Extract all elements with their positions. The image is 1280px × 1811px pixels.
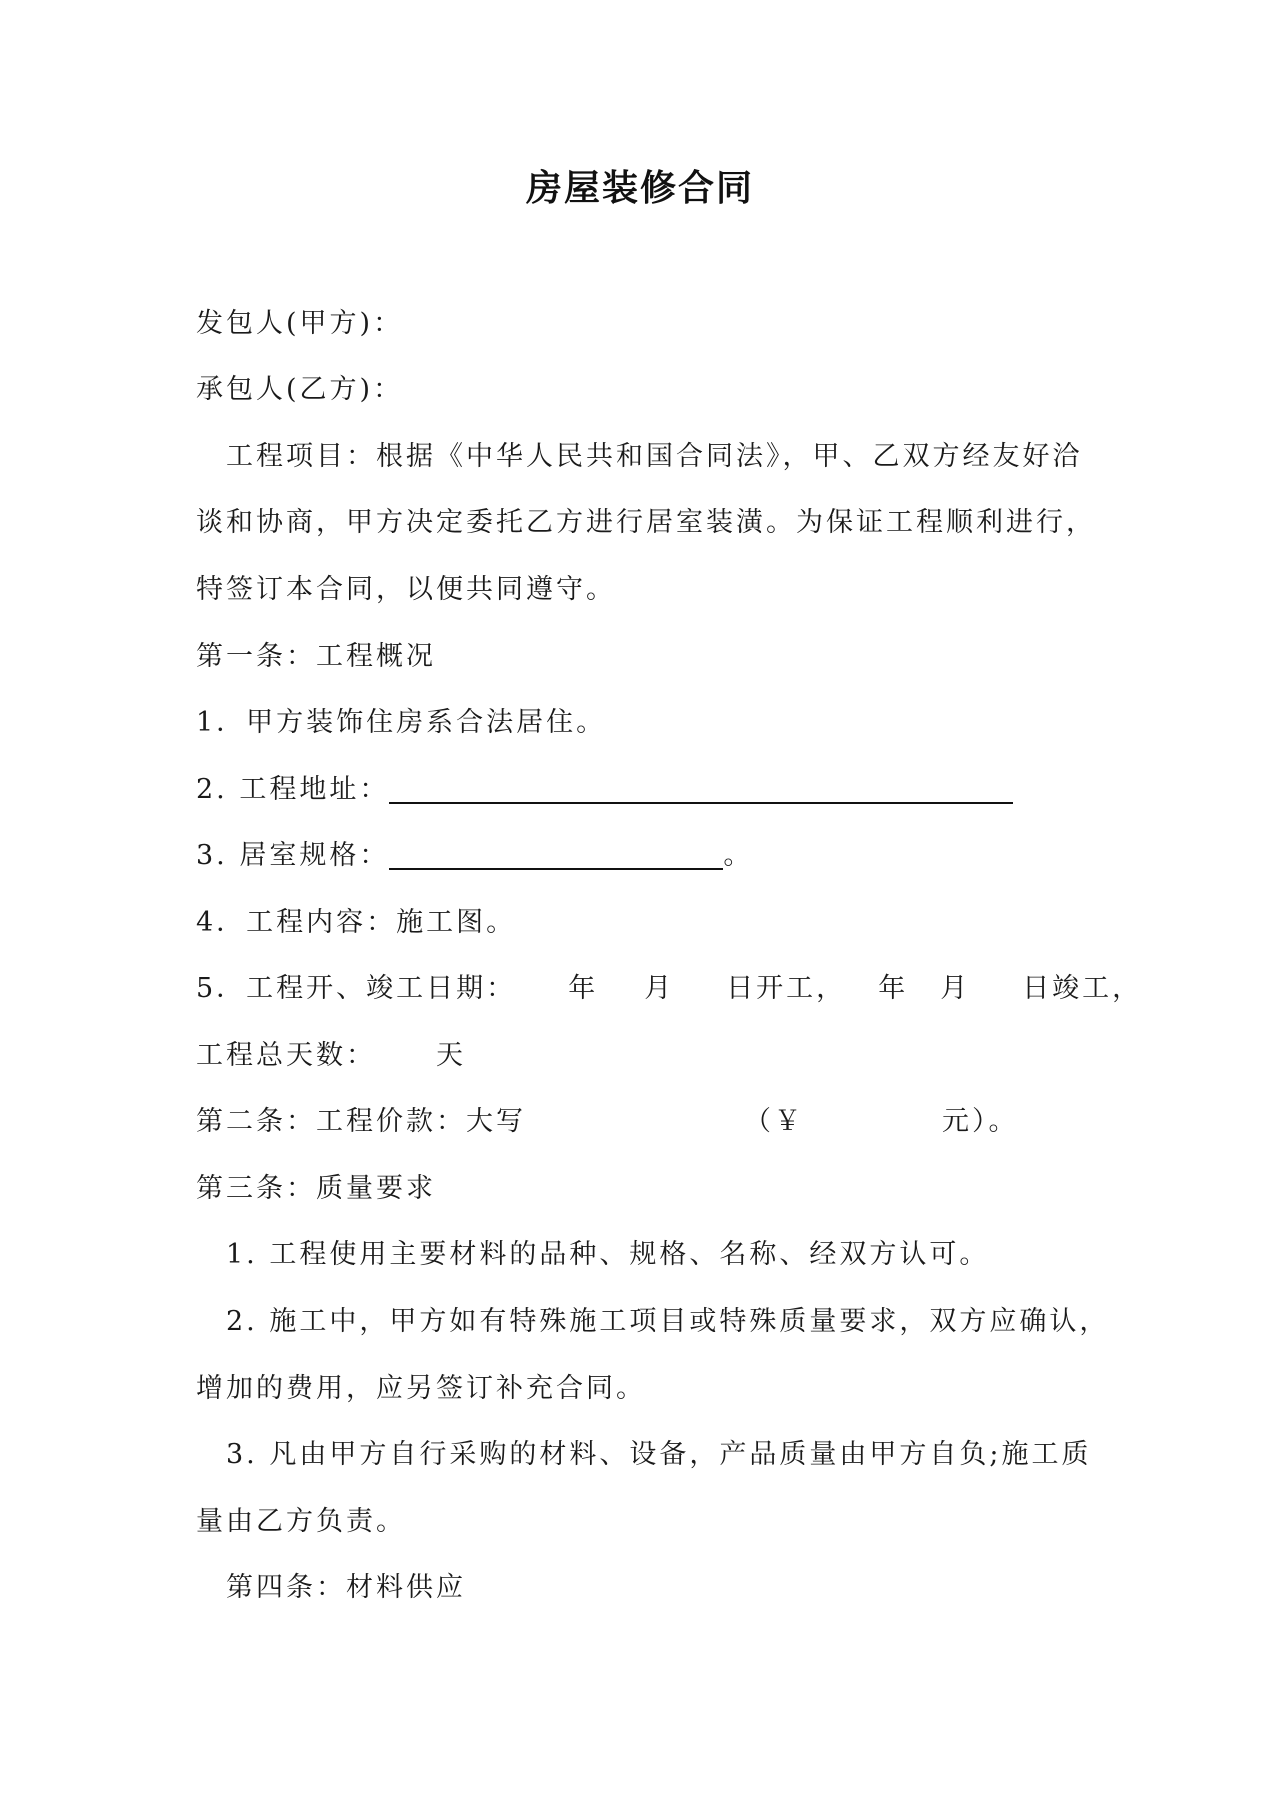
party-b-label: 承包人(乙方)： (196, 374, 404, 405)
article4-heading: 第四条：材料供应 (226, 1572, 466, 1603)
article3-item3-line2: 量由乙方负责。 (196, 1506, 406, 1537)
end-month: 月 (940, 973, 971, 1004)
room-spec-label: 3. 居室规格： (196, 840, 390, 871)
article1-item3 (196, 836, 753, 876)
address-blank (389, 774, 1013, 804)
article3-item2-line1: 2. 施工中，甲方如有特殊施工项目或特殊质量要求，双方应确认， (226, 1306, 1110, 1337)
total-days-label: 工程总天数： (196, 1040, 376, 1071)
article1-item4: 4．工程内容：施工图。 (196, 907, 517, 938)
price-paren-close: 元）。 (942, 1106, 1019, 1137)
intro-line-1: 工程项目：根据《中华人民共和国合同法》，甲、乙双方经友好洽 (226, 441, 1083, 472)
article1-item2 (196, 770, 1013, 810)
start-year: 年 (568, 973, 599, 1004)
end-day: 日竣工， (1022, 973, 1143, 1004)
article2-line (196, 1102, 1019, 1142)
room-spec-blank (389, 840, 723, 870)
article3-item1: 1. 工程使用主要材料的品种、规格、名称、经双方认可。 (226, 1239, 990, 1270)
article1-heading: 第一条：工程概况 (196, 641, 436, 672)
article3-item3-line1: 3. 凡由甲方自行采购的材料、设备，产品质量由甲方自负;施工质 (226, 1439, 1092, 1470)
article2-label: 第二条：工程价款：大写 (196, 1106, 526, 1137)
party-a-label: 发包人(甲方)： (196, 308, 404, 339)
intro-line-2: 谈和协商，甲方决定委托乙方进行居室装潢。为保证工程顺利进行， (196, 507, 1096, 538)
article3-heading: 第三条：质量要求 (196, 1173, 436, 1204)
start-month: 月 (644, 973, 675, 1004)
total-days-line (196, 1036, 466, 1076)
article1-item1: 1．甲方装饰住房系合法居住。 (196, 707, 607, 738)
room-spec-end: 。 (723, 840, 754, 871)
price-paren-open: （￥ (744, 1106, 804, 1137)
intro-line-3: 特签订本合同，以便共同遵守。 (196, 574, 616, 605)
start-day: 日开工， (726, 973, 847, 1004)
end-year: 年 (878, 973, 909, 1004)
article3-item2-line2: 增加的费用，应另签订补充合同。 (196, 1373, 646, 1404)
address-label: 2. 工程地址： (196, 774, 390, 805)
article1-item5 (196, 969, 1142, 1009)
document-title: 房屋装修合同 (525, 168, 754, 209)
total-days-unit: 天 (436, 1040, 466, 1071)
dates-label: 5．工程开、竣工日期： (196, 973, 517, 1004)
